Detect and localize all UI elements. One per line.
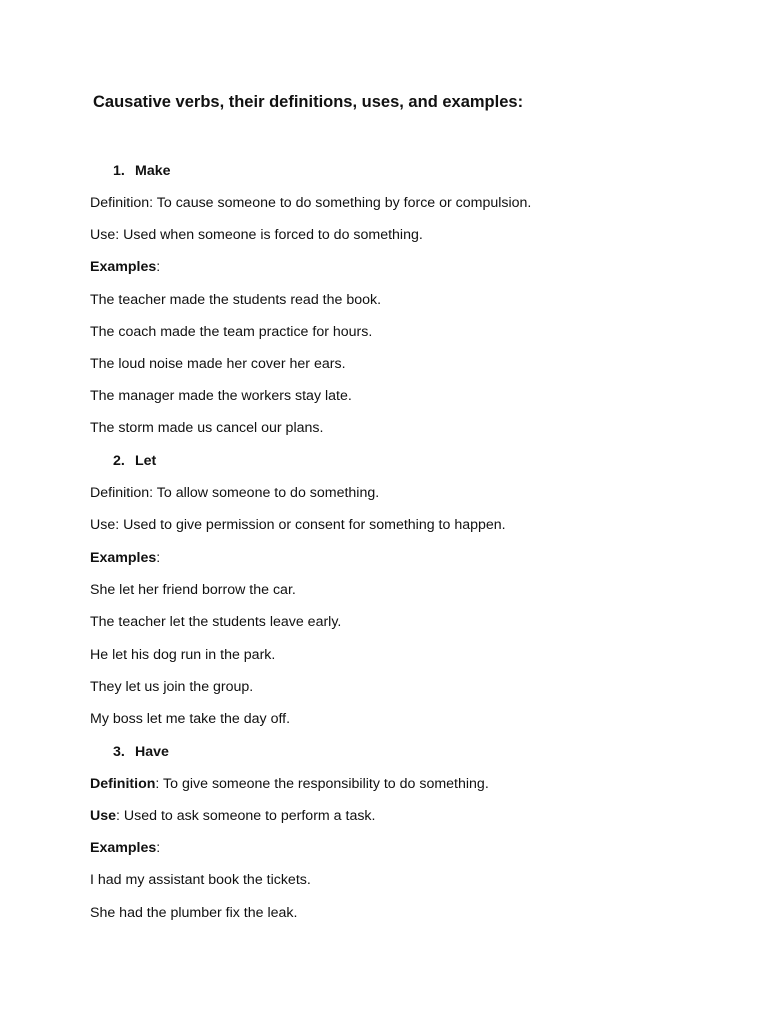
examples-label: Examples — [90, 840, 157, 856]
example-line: The loud noise made her cover her ears. — [90, 356, 346, 372]
examples-heading-let — [90, 549, 160, 567]
examples-heading-have — [90, 839, 160, 857]
use-label: Use — [90, 227, 116, 243]
definition-line-have — [90, 775, 489, 793]
example-line: The teacher made the students read the book. — [90, 292, 382, 308]
definition-line-let — [90, 484, 379, 502]
section-verb: Let — [135, 453, 157, 469]
example-line: She had the plumber fix the leak. — [90, 905, 298, 921]
section-number: 2. — [113, 453, 125, 469]
example-line: He let his dog run in the park. — [90, 647, 276, 663]
definition-label: Definition — [90, 776, 156, 792]
section-number: 3. — [113, 744, 125, 760]
definition-line-make — [90, 194, 531, 212]
definition-text: : To give someone the responsibility to do something. — [155, 776, 489, 792]
use-text: : Used to ask someone to perform a task. — [116, 808, 376, 824]
use-text: : Used to give permission or consent for something to happen. — [115, 517, 506, 533]
section-verb: Have — [135, 744, 169, 760]
examples-colon: : — [156, 259, 161, 275]
examples-label: Examples — [90, 550, 157, 566]
use-line-let — [90, 516, 506, 534]
examples-label: Examples — [90, 259, 157, 275]
section-heading-make — [113, 162, 171, 180]
use-label: Use — [90, 517, 116, 533]
examples-heading-make — [90, 258, 160, 276]
section-verb: Make — [135, 163, 171, 179]
example-line: They let us join the group. — [90, 679, 254, 695]
use-line-have — [90, 807, 375, 825]
document-title: Causative verbs, their definitions, uses, and examples: — [93, 93, 524, 111]
definition-label: Definition — [90, 485, 150, 501]
section-heading-have — [113, 743, 169, 761]
use-text: : Used when someone is forced to do something. — [115, 227, 423, 243]
example-line: My boss let me take the day off. — [90, 711, 291, 727]
examples-colon: : — [156, 550, 161, 566]
use-line-make — [90, 226, 423, 244]
examples-colon: : — [156, 840, 161, 856]
example-line: The coach made the team practice for hours. — [90, 324, 373, 340]
example-line: She let her friend borrow the car. — [90, 582, 296, 598]
example-line: I had my assistant book the tickets. — [90, 872, 311, 888]
definition-text: : To allow someone to do something. — [149, 485, 380, 501]
use-label: Use — [90, 808, 117, 824]
definition-label: Definition — [90, 195, 150, 211]
section-number: 1. — [113, 163, 125, 179]
definition-text: : To cause someone to do something by force or compulsion. — [149, 195, 532, 211]
example-line: The storm made us cancel our plans. — [90, 420, 324, 436]
example-line: The teacher let the students leave early. — [90, 614, 342, 630]
section-heading-let — [113, 452, 156, 470]
example-line: The manager made the workers stay late. — [90, 388, 352, 404]
